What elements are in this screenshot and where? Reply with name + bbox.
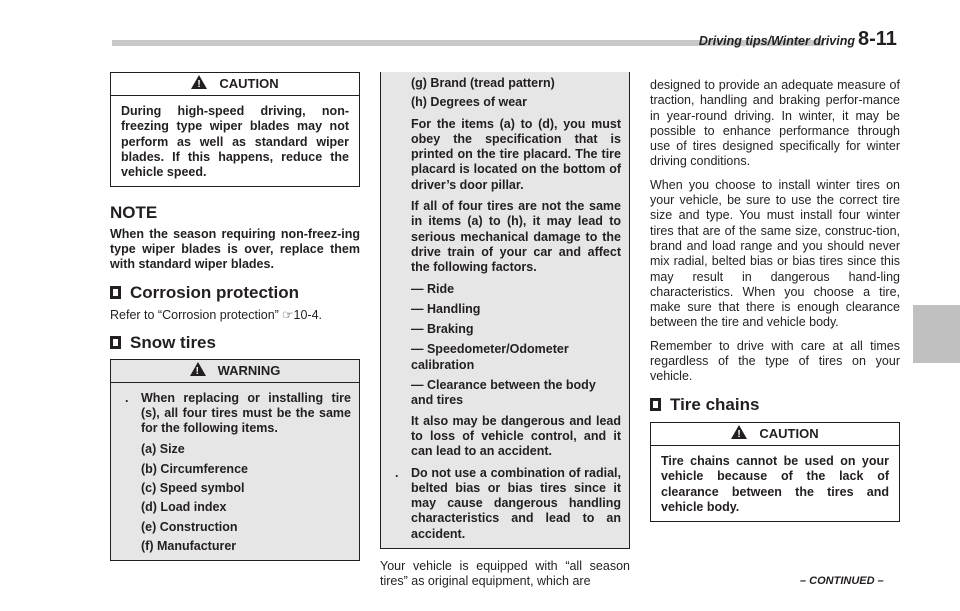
warning-intro: When replacing or installing tire (s), all four tires must be the same for the following items. [141,390,351,436]
section-header-title: Driving tips/Winter driving [698,34,855,48]
caution-box [110,72,360,187]
warning-triangle-icon [190,362,206,376]
continued-footer: – CONTINUED – [800,575,884,587]
bullet-mark: . [125,390,129,405]
section-mark-icon [110,336,121,349]
tire-chains-heading [650,394,900,414]
chains-caution-box [650,422,900,522]
column-1 [110,72,360,561]
factor-item: — Clearance between the body and tires [411,378,596,408]
spec-item: (c) Speed symbol [141,481,245,496]
chapter-tab [913,305,960,363]
caution-text: During high-speed driving, non-freezing type wiper blades may not perform as well as standard wiper blades. If this happens, reduce the vehicle speed. [121,104,349,180]
column-2 [380,72,630,598]
note-title: NOTE [110,203,158,223]
snow-tires-title: Snow tires [130,333,216,353]
corrosion-title: Corrosion protection [130,282,300,302]
winter-tires-para-2: When you choose to install winter tires on your vehicle, be sure to use the correct tire size and type. You must install four winter tires that are of the same size, construc-tion, brand and load range and you should never mix radial, belted bias or bias tires since this may result in dangerous hand-ling characteristics. When you choose a tire, make sure that there is enough clearance between the tire and vehicle body. [650,177,900,330]
corrosion-reference: Refer to “Corrosion protection” ☞10-4. [110,307,322,322]
warning-triangle-icon [191,75,207,89]
factor-item: — Braking [411,322,474,337]
snow-tires-heading [110,333,360,353]
warning-label: WARNING [217,362,281,378]
winter-tires-para-3: Remember to drive with care at all times regardless of the type of tires on your vehicle. [650,338,900,384]
warning-box-continued [380,72,630,549]
factor-item: — Speedometer/Odometer calibration [411,342,569,372]
note-text: When the season requiring non-freez-ing type wiper blades is over, replace them with standard wiper blades. [110,226,360,272]
tire-chains-title: Tire chains [670,394,760,414]
spec-item: (a) Size [141,442,185,457]
damage-note: If all of four tires are not the same in items (a) to (h), it may lead to serious mechanical damage to the drive train of your car and affect the following factors. [411,199,621,275]
factor-item: — Ride [411,281,455,296]
winter-tires-para-1: designed to provide an adequate measure of traction, handling and braking perfor-mance in year-round driving. In winter, it may be possible to enhance performance through use of tires designed specifically for winter driving conditions. [650,78,900,169]
spec-item: (g) Brand (tread pattern) [411,76,555,90]
spec-item: (e) Construction [141,519,238,534]
bullet-mark: . [395,465,399,480]
page-number: 8-11 [858,28,897,50]
spec-note: For the items (a) to (d), you must obey the specification that is printed on the tire placard. The tire placard is located on the bottom of driver’s door pillar. [411,116,621,192]
warning-bullet-item [387,466,621,542]
warning-header [110,359,360,383]
danger-note: It also may be dangerous and lead to loss of vehicle control, and it can lead to an accident. [411,413,621,459]
spec-item: (b) Circumference [141,461,248,476]
section-mark-icon [110,286,121,299]
warning-triangle-icon [731,425,747,439]
caution-header [651,423,899,446]
warning-bullet-item [117,391,351,437]
caution-label: CAUTION [759,426,819,442]
spec-item: (d) Load index [141,500,227,515]
spec-item: (h) Degrees of wear [411,95,528,110]
caution-label: CAUTION [219,76,279,92]
factor-item: — Handling [411,301,481,316]
spec-item: (f) Manufacturer [141,538,237,553]
chains-caution-text: Tire chains cannot be used on your vehicle because of the lack of clearance between the tires and vehicle body. [661,453,889,514]
corrosion-heading [110,282,360,302]
section-mark-icon [650,398,661,411]
column-3 [650,78,900,522]
caution-header [111,73,359,96]
warning-box [110,383,360,562]
all-season-text: Your vehicle is equipped with “all season tires” as original equipment, which are [380,559,630,589]
combination-warning: Do not use a combination of radial, belted bias or bias tires since it may cause dangerous handling characteristics and lead to an accident. [411,465,621,541]
